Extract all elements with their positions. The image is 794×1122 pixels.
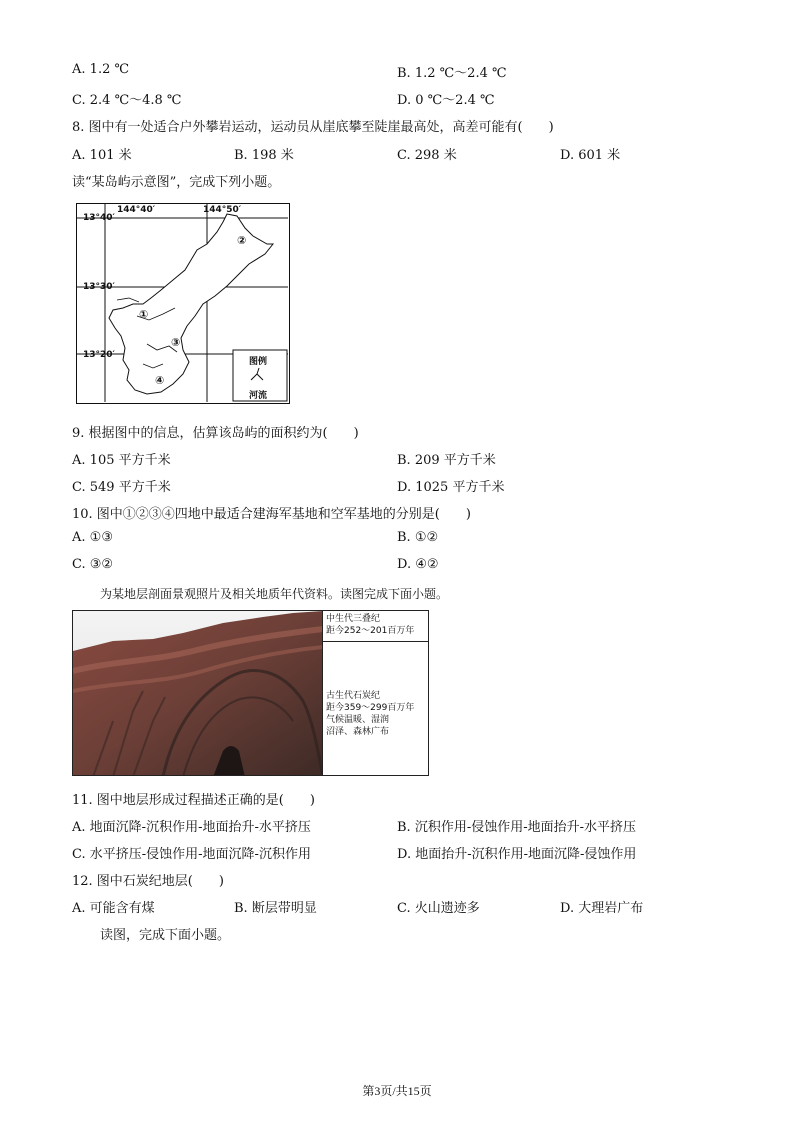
q8-option-c — [397, 144, 457, 163]
option-letter: A. — [72, 901, 86, 916]
option-letter: D. — [397, 847, 412, 862]
q9-option-a — [72, 449, 171, 468]
option-letter: C. — [72, 847, 86, 862]
lon-label: 144°40′ — [117, 205, 156, 215]
lon-label: 144°50′ — [203, 205, 242, 215]
q12-stem: 12. 图中石炭纪地层( ) — [72, 874, 224, 889]
page-footer: 第3页/共15页 — [362, 1084, 432, 1098]
option-letter: B. — [397, 530, 411, 545]
q9-option-c — [72, 476, 171, 495]
option-letter: D. — [397, 93, 412, 108]
era-label: 中生代三叠纪 — [326, 614, 381, 624]
q7-option-c — [72, 89, 181, 108]
q12-option-c — [397, 897, 480, 916]
q10-option-d — [397, 557, 439, 572]
option-text: ①③ — [89, 530, 113, 545]
option-letter: B. — [234, 148, 248, 163]
option-text: 101 米 — [89, 148, 132, 163]
q10-option-b — [397, 530, 438, 545]
island-map-svg — [77, 204, 288, 402]
option-text: 沉积作用-侵蚀作用-地面抬升-水平挤压 — [414, 820, 637, 835]
option-letter: B. — [397, 66, 411, 81]
option-letter: A. — [72, 148, 86, 163]
age-label: 距今359～299百万年 — [326, 703, 415, 713]
q7-option-d — [397, 89, 495, 108]
q10-option-c — [72, 557, 113, 572]
option-letter: B. — [397, 453, 411, 468]
option-letter: B. — [397, 820, 411, 835]
strata-figure — [72, 610, 429, 776]
option-text: 198 米 — [251, 148, 294, 163]
option-letter: A. — [72, 453, 86, 468]
option-letter: C. — [72, 93, 86, 108]
q11-option-d — [397, 843, 636, 862]
option-letter: D. — [397, 557, 412, 572]
age-label: 距今252～201百万年 — [326, 626, 415, 636]
option-text: ①② — [414, 530, 439, 545]
q8-option-d — [560, 144, 620, 163]
option-letter: D. — [560, 901, 575, 916]
q8-option-b — [234, 144, 294, 163]
geologic-column — [322, 611, 429, 775]
q10-stem: 10. 图中①②③④四地中最适合建海军基地和空军基地的分别是( ) — [72, 507, 471, 522]
lat-label: 13°30′ — [83, 282, 115, 292]
option-text: 209 平方千米 — [414, 453, 496, 468]
option-text: 可能含有煤 — [89, 901, 155, 916]
option-letter: B. — [234, 901, 248, 916]
point-2: ② — [237, 234, 247, 247]
q8-stem: 8. 图中有一处适合户外攀岩运动，运动员从崖底攀至陡崖最高处，高差可能有( ) — [72, 120, 554, 135]
strata-intro: 为某地层剖面景观照片及相关地质年代资料。读图完成下面小题。 — [100, 587, 449, 601]
option-text: ③② — [89, 557, 114, 572]
q12-option-d — [560, 897, 643, 916]
legend-title: 图例 — [249, 357, 268, 367]
option-text: 地面抬升-沉积作用-地面沉降-侵蚀作用 — [415, 847, 637, 862]
q9-option-d — [397, 476, 504, 495]
lat-label: 13°40′ — [83, 213, 115, 223]
point-3: ③ — [171, 336, 181, 349]
q11-option-b — [397, 816, 636, 835]
option-letter: A. — [72, 530, 86, 545]
option-letter: A. — [72, 62, 86, 77]
option-text: 火山遗迹多 — [414, 901, 480, 916]
q7-option-a — [72, 62, 129, 77]
lat-label: 13°20′ — [83, 350, 115, 360]
last-intro: 读图，完成下面小题。 — [100, 928, 231, 943]
environment-label: 沼泽、森林广布 — [326, 727, 390, 737]
option-text: 大理岩广布 — [578, 901, 644, 916]
option-letter: C. — [397, 901, 411, 916]
option-text: 601 米 — [578, 148, 621, 163]
lower-stratum-cell — [323, 642, 429, 738]
option-letter: A. — [72, 820, 86, 835]
option-text: 549 平方千米 — [89, 480, 171, 495]
point-1: ① — [139, 308, 149, 321]
strata-photo — [73, 611, 323, 776]
option-letter: C. — [72, 557, 86, 572]
option-text: 1.2 ℃～2.4 ℃ — [414, 66, 507, 81]
option-text: 2.4 ℃～4.8 ℃ — [89, 93, 182, 108]
option-text: 1025 平方千米 — [415, 480, 505, 495]
q12-option-b — [234, 897, 317, 916]
q12-option-a — [72, 897, 155, 916]
climate-label: 气候温暖、湿润 — [326, 715, 390, 725]
upper-stratum-cell — [323, 611, 429, 642]
option-letter: C. — [397, 148, 411, 163]
q11-option-c — [72, 843, 311, 862]
option-text: 0 ℃～2.4 ℃ — [415, 93, 495, 108]
option-text: 地面沉降-沉积作用-地面抬升-水平挤压 — [89, 820, 311, 835]
option-text: 断层带明显 — [251, 901, 317, 916]
option-letter: C. — [72, 480, 86, 495]
q9-option-b — [397, 449, 496, 468]
option-letter: D. — [560, 148, 575, 163]
era-label: 古生代石炭纪 — [326, 691, 381, 701]
option-letter: D. — [397, 480, 412, 495]
q11-option-a — [72, 816, 311, 835]
q8-option-a — [72, 144, 132, 163]
option-text: 水平挤压-侵蚀作用-地面沉降-沉积作用 — [89, 847, 311, 862]
q10-option-a — [72, 530, 113, 545]
island-intro: 读“某岛屿示意图”，完成下列小题。 — [72, 175, 281, 190]
option-text: 1.2 ℃ — [89, 62, 130, 77]
option-text: 105 平方千米 — [89, 453, 171, 468]
legend-river-label: 河流 — [249, 391, 268, 401]
island-map — [76, 203, 290, 404]
q9-stem: 9. 根据图中的信息，估算该岛屿的面积约为( ) — [72, 426, 359, 441]
option-text: ④② — [415, 557, 439, 572]
q11-stem: 11. 图中地层形成过程描述正确的是( ) — [72, 793, 315, 808]
q7-option-b — [397, 62, 507, 81]
point-4: ④ — [155, 374, 165, 387]
option-text: 298 米 — [414, 148, 457, 163]
